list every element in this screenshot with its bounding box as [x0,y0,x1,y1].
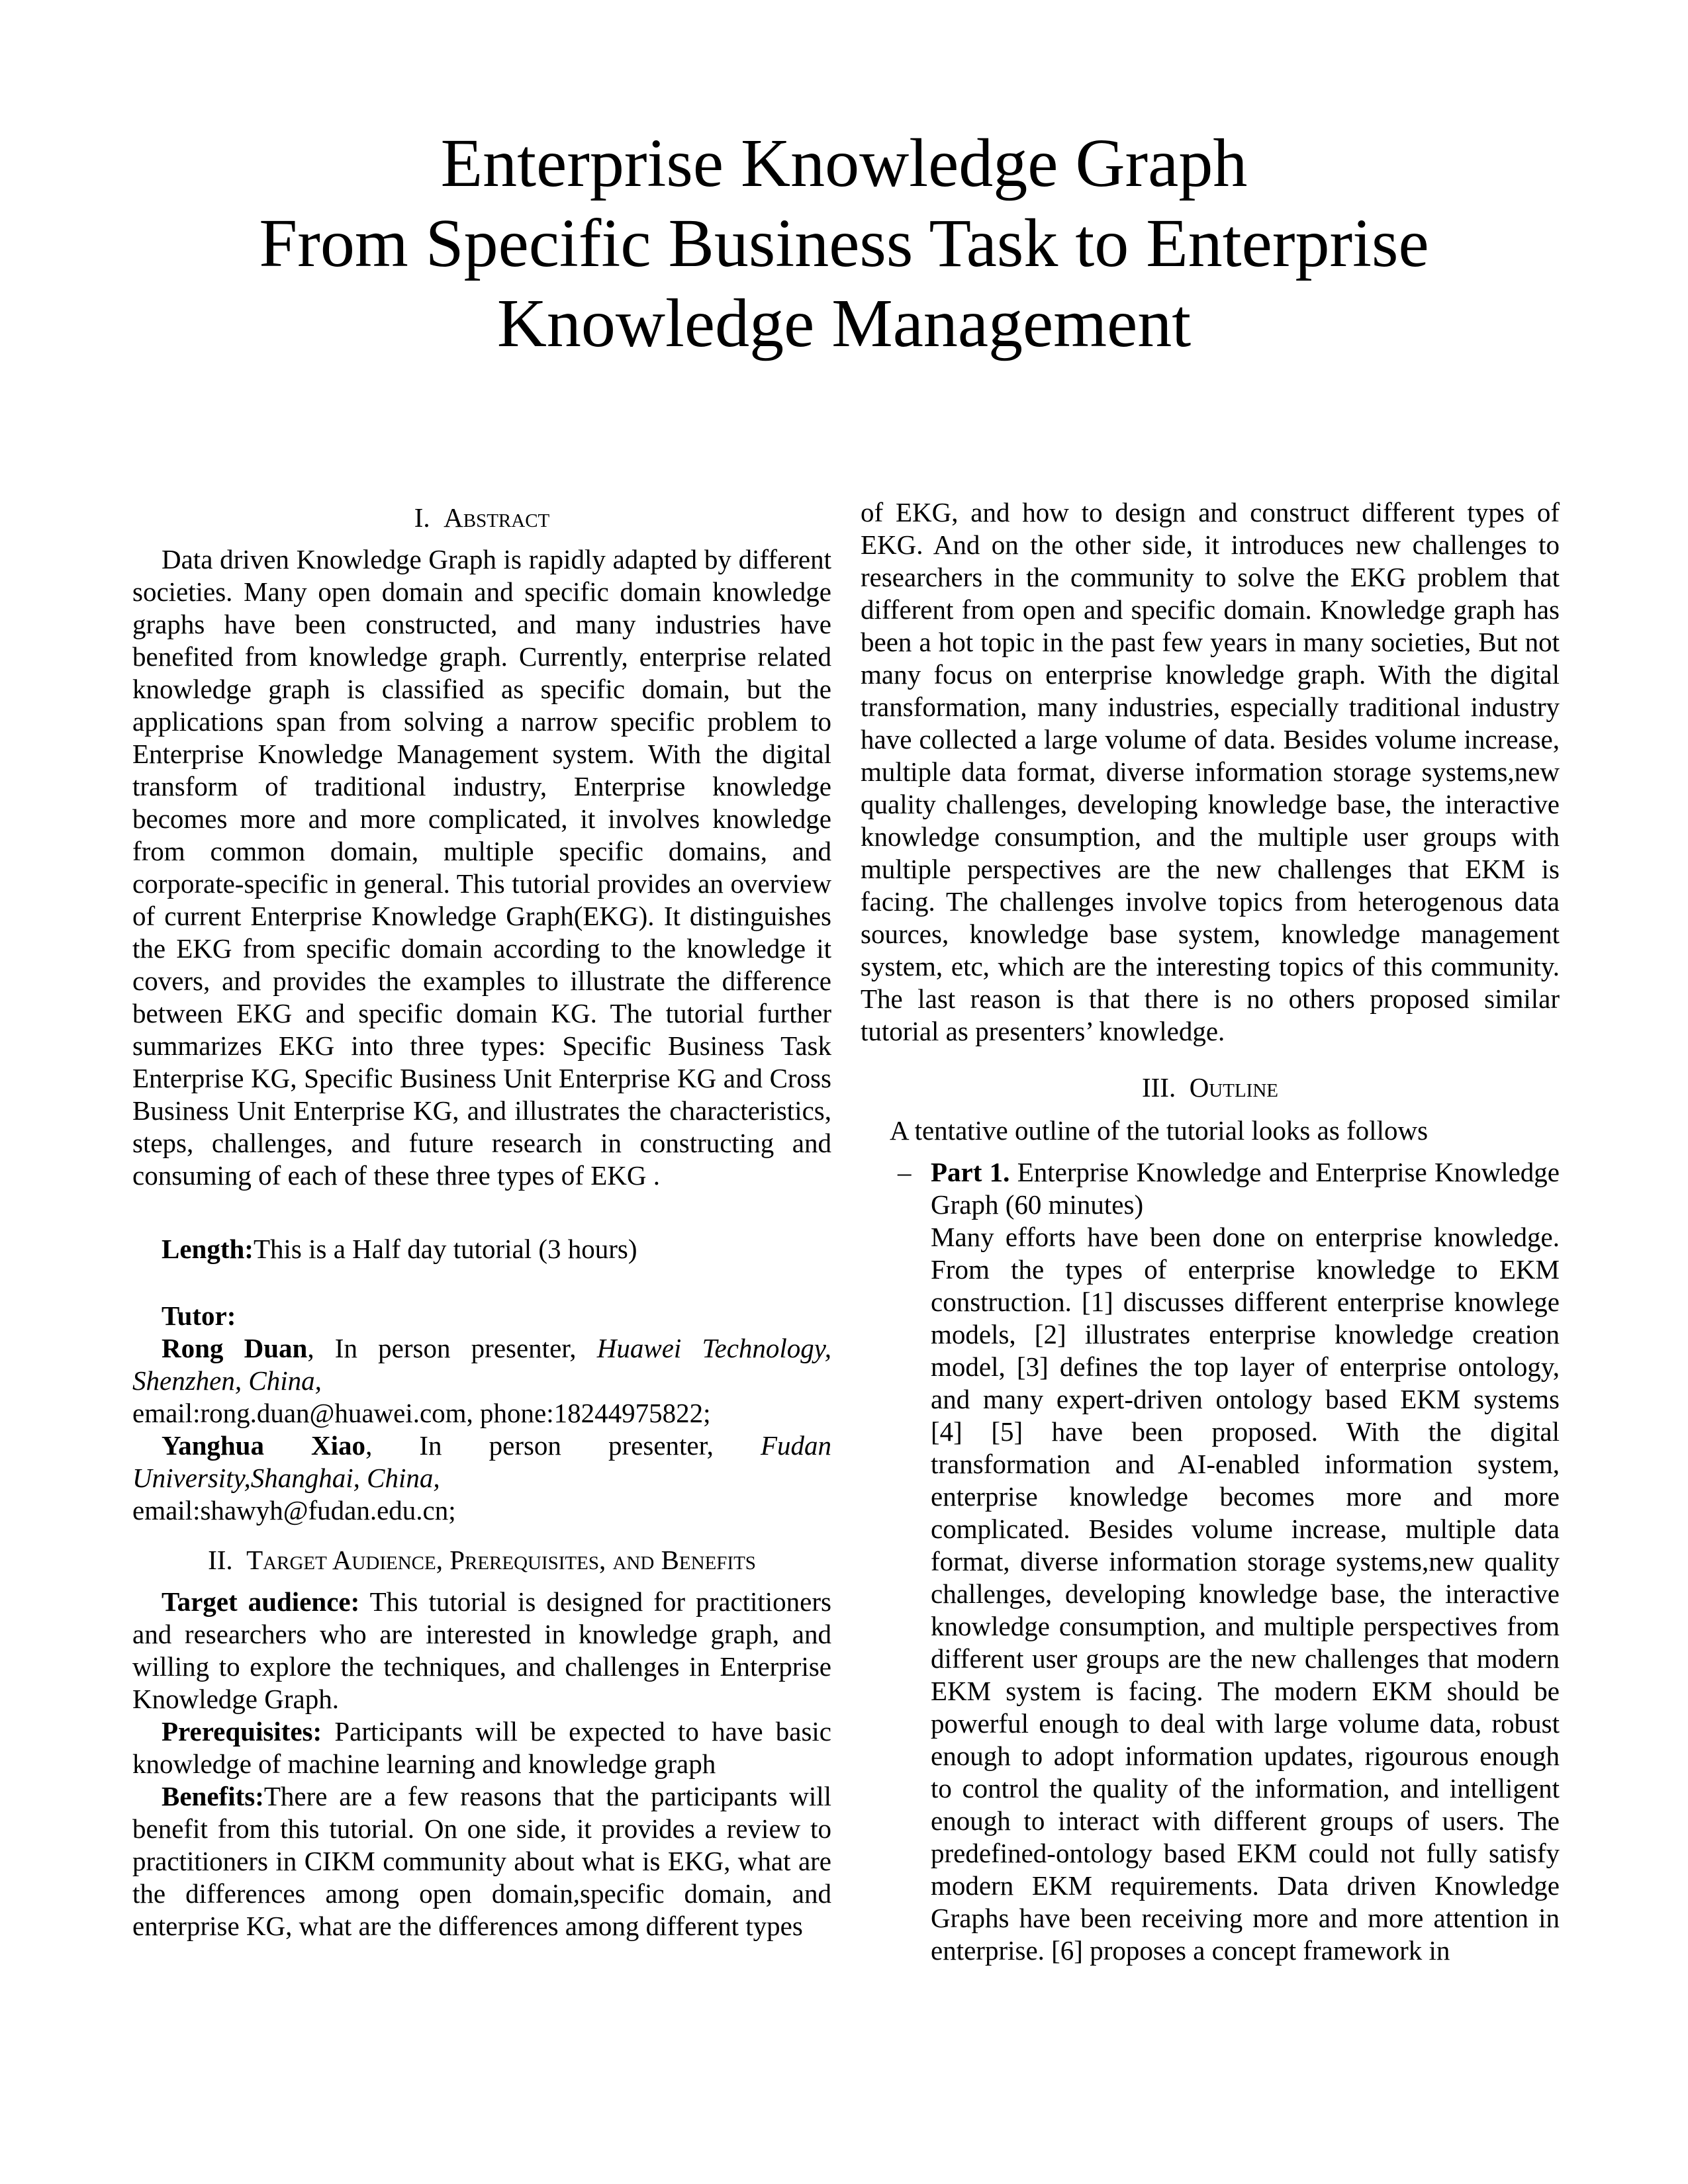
outline-item-content [931,1156,1560,1967]
paragraph [132,1780,831,1942]
text-run: Data driven Knowledge Graph is rapidly adapted by different societies. Many open domain and specific domain knowledge graphs have been constructed, and many industries have benefited from knowledge graph. Currently, enterprise related knowledge graph is classified as specific domain, but the applications span from solving a narrow specific problem to Enterprise Knowledge Management system. With the digital transform of traditional industry, Enterprise knowledge becomes more and more complicated, it involves knowledge from common domain, multiple specific domains, and corporate-specific in general. This tutorial provides an overview of current Enterprise Knowledge Graph(EKG). It distinguishes the EKG from specific domain according to the knowledge it covers, and provides the examples to illustrate the difference between EKG and specific domain KG. The tutorial further summarizes EKG into three types: Specific Business Task Enterprise KG, Specific Business Unit Enterprise KG and Cross Business Unit Enterprise KG, and illustrates the characteristics, steps, challenges, and future research in constructing and consuming of each of these three types of EKG . [132,544,831,1191]
right-column [861,496,1560,1967]
text-run: Many efforts have been done on enterprise knowledge. From the types of enterprise knowledge to EKM construction. [1] discusses different enterprise knowlege models, [2] illustrates enterprise knowledge creation model, [3] defines the top layer of enterprise ontology, and many expert-driven ontology based EKM systems [4] [5] have been proposed. With the digital transformation and AI-enabled information system, enterprise knowledge becomes more and more complicated. Besides volume increase, multiple data format, diverse information storage systems,new quality challenges, developing knowledge base, the interactive knowledge consumption, and multiple perspectives from different user groups are the new challenges that modern EKM system is facing. The modern EKM should be powerful enough to deal with large volume data, robust enough to adopt information updates, rigourous enough to control the quality of the information, and intelligent enough to interact with different groups of users. The predefined-ontology based EKM could not fully satisfy modern EKM requirements. Data driven Knowledge Graphs have been receiving more and more attention in enterprise. [6] proposes a concept framework in [931,1222,1560,1966]
left-column [132,496,831,1942]
paragraph [132,1300,831,1332]
paragraph [861,1115,1560,1147]
bold-text-run: Prerequisites: [162,1716,322,1747]
bold-text-run: Rong Duan [162,1333,308,1363]
bold-text-run: Tutor: [162,1300,236,1331]
italic-text-run: Fudan University,Shanghai, China, [132,1430,831,1493]
bold-text-run: Target audience: [162,1586,360,1617]
paragraph [132,1586,831,1715]
text-run: There are a few reasons that the participants will benefit from this tutorial. On one side, it provides a review to practitioners in CIKM community about what is EKG, what are the differences among open domain,specific domain, and enterprise KG, what are the differences among different types [132,1781,831,1941]
paragraph [132,543,831,1192]
paragraph [132,1715,831,1780]
outline-item [861,1156,1560,1967]
paragraph [132,1430,831,1527]
paragraph [861,496,1560,1048]
text-run: email:shawyh@fudan.edu.cn; [132,1495,456,1525]
paper-title [0,123,1688,363]
title-line: Enterprise Knowledge Graph [440,125,1248,201]
section-heading: II. Target Audience, Prerequisites, and Benefits [208,1545,756,1575]
text-run: Participants will be expected to have basic knowledge of machine learning and knowledge graph [132,1716,831,1779]
text-run: This tutorial is designed for practitioners and researchers who are interested in knowledge graph, and willing to explore the techniques, and challenges in Enterprise Knowledge Graph. [132,1586,831,1714]
outline-item-paragraph [931,1156,1560,1221]
text-run: This is a Half day tutorial (3 hours) [253,1234,637,1264]
title-line: Knowledge Management [496,285,1192,361]
bold-text-run: Length: [162,1234,254,1264]
text-run: A tentative outline of the tutorial looks as follows [890,1115,1429,1146]
list-dash-marker: – [898,1157,912,1187]
text-run: Enterprise Knowledge and Enterprise Knowledge Graph (60 minutes) [931,1157,1560,1220]
section-heading: III. Outline [1141,1072,1278,1103]
text-run: email:rong.duan@huawei.com, phone:18244975822; [132,1398,711,1428]
text-run: , In person presenter, [365,1430,761,1461]
section-heading: I. Abstract [414,502,550,533]
title-line: From Specific Business Task to Enterprise [259,205,1429,281]
bold-text-run: Part 1. [931,1157,1010,1187]
text-run: , In person presenter, [307,1333,597,1363]
bold-text-run: Yanghua Xiao [162,1430,366,1461]
paragraph [132,1233,831,1265]
text-run: of EKG, and how to design and construct different types of EKG. And on the other side, it introduces new challenges to researchers in the community to solve the EKG problem that different from open and specific domain. Knowledge graph has been a hot topic in the past few years in many societies, But not many focus on enterprise knowledge graph. With the digital transformation, many industries, especially traditional industry have collected a large volume of data. Besides volume increase, multiple data format, diverse information storage systems,new quality challenges, developing knowledge base, the interactive knowledge consumption, and the multiple user groups with multiple perspectives are the new challenges that EKM is facing. The challenges involve topics from heterogenous data sources, knowledge base system, knowledge management system, etc, which are the interesting topics of this community. The last reason is that there is no others proposed similar tutorial as presenters’ knowledge. [861,497,1560,1046]
italic-text-run: Huawei Technology, Shenzhen, China, [132,1333,831,1396]
outline-item-paragraph [931,1221,1560,1967]
bold-text-run: Benefits: [162,1781,264,1811]
paragraph [132,1332,831,1430]
